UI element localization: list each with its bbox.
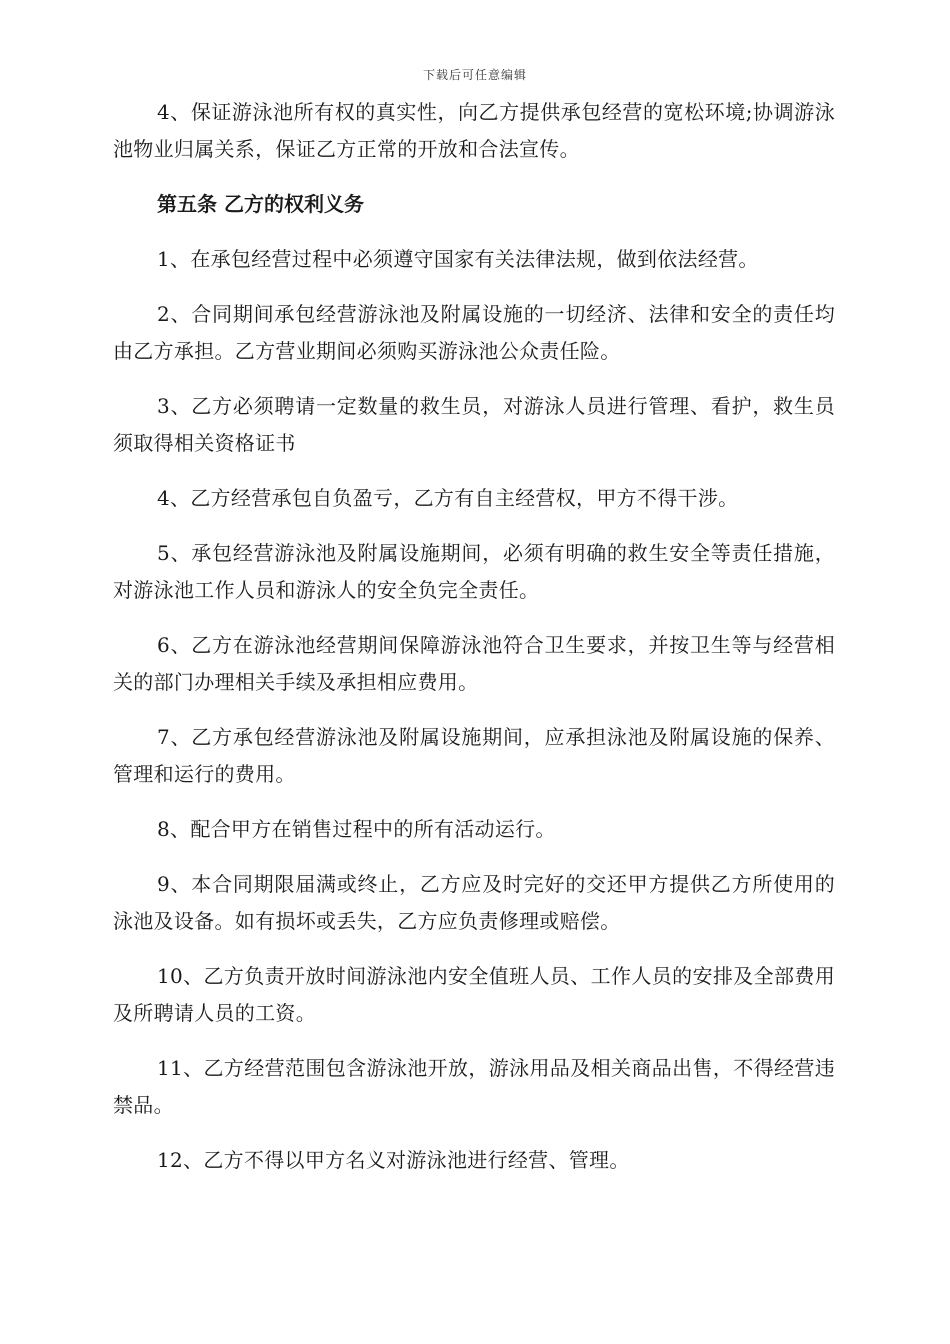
paragraph-7-maintenance-costs: 7、乙方承包经营游泳池及附属设施期间，应承担泳池及附属设施的保养、管理和运行的费用。 <box>113 725 835 786</box>
paragraph-8-cooperation: 8、配合甲方在销售过程中的所有活动运行。 <box>157 817 556 841</box>
paragraph-3-lifeguards: 3、乙方必须聘请一定数量的救生员，对游泳人员进行管理、看护，救生员须取得相关资格证书 <box>113 394 835 455</box>
header-note: 下载后可任意编辑 <box>422 68 527 82</box>
paragraph-5-safety-measures: 5、承包经营游泳池及附属设施期间，必须有明确的救生安全等责任措施，对游泳池工作人员和游泳人的安全负完全责任。 <box>113 541 835 602</box>
paragraph-4-owner-guarantee: 4、保证游泳池所有权的真实性，向乙方提供承包经营的宽松环境;协调游泳池物业归属关系，保证乙方正常的开放和合法宣传。 <box>113 100 835 161</box>
paragraph-12-name-usage: 12、乙方不得以甲方名义对游泳池进行经营、管理。 <box>157 1148 630 1172</box>
paragraph-1-legal-compliance: 1、在承包经营过程中必须遵守国家有关法律法规，做到依法经营。 <box>157 247 759 271</box>
paragraph-10-staffing: 10、乙方负责开放时间游泳池内安全值班人员、工作人员的安排及全部费用及所聘请人员的工资。 <box>113 964 835 1025</box>
paragraph-4-self-management: 4、乙方经营承包自负盈亏，乙方有自主经营权，甲方不得干涉。 <box>157 486 739 510</box>
document-body <box>113 94 835 1197</box>
paragraph-6-hygiene: 6、乙方在游泳池经营期间保障游泳池符合卫生要求，并按卫生等与经营相关的部门办理相关手续及承担相应费用。 <box>113 633 835 694</box>
paragraph-2-liability: 2、合同期间承包经营游泳池及附属设施的一切经济、法律和安全的责任均由乙方承担。乙方营业期间必须购买游泳池公众责任险。 <box>113 302 835 363</box>
paragraph-9-return-equipment: 9、本合同期限届满或终止，乙方应及时完好的交还甲方提供乙方所使用的泳池及设备。如有损坏或丢失，乙方应负责修理或赔偿。 <box>113 872 835 933</box>
section-heading-article-5: 第五条 乙方的权利义务 <box>157 192 364 216</box>
paragraph-11-business-scope: 11、乙方经营范围包含游泳池开放，游泳用品及相关商品出售，不得经营违禁品。 <box>113 1056 835 1117</box>
